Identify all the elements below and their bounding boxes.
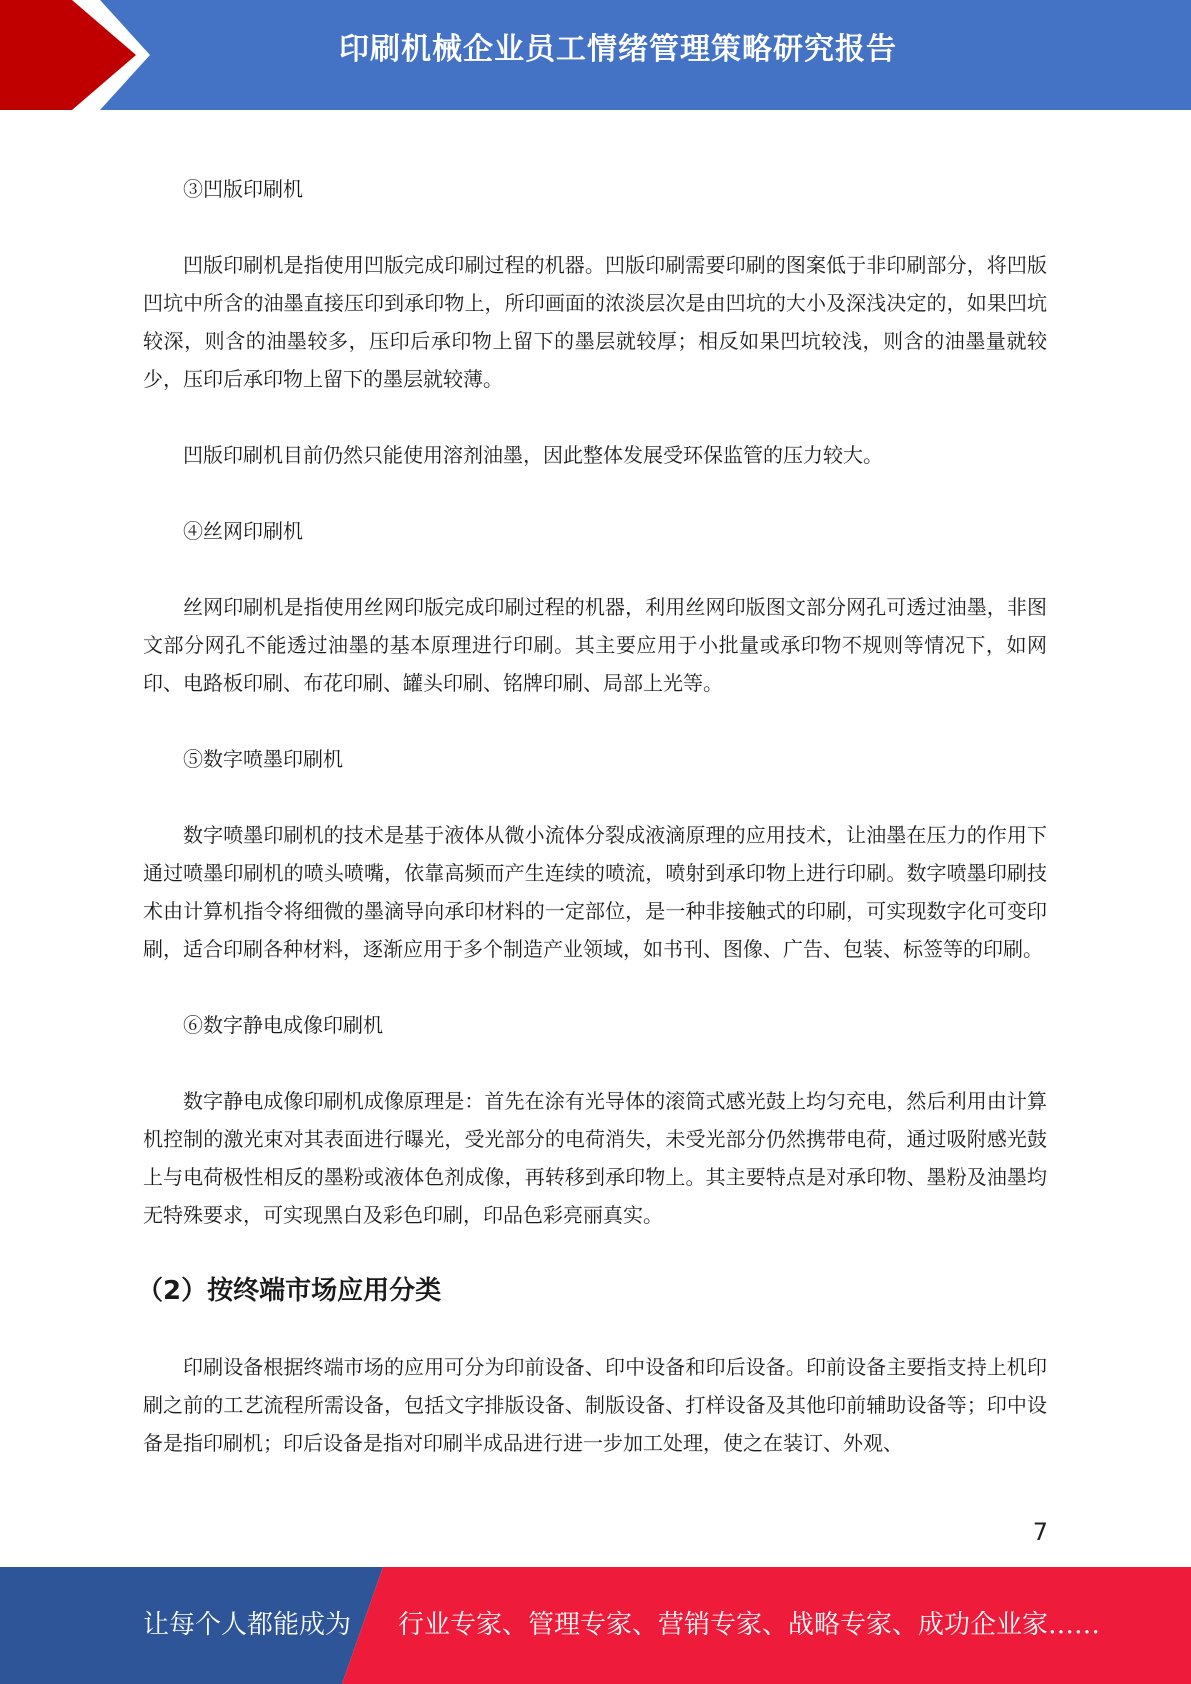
paragraph-inkjet-description: 数字喷墨印刷机的技术是基于液体从微小流体分裂成液滴原理的应用技术，让油墨在压力的作用下通过喷墨印刷机的喷头喷嘴，依靠高频而产生连续的喷流，喷射到承印物上进行印刷。数字喷墨印刷技术由计算机指令将细微的墨滴导向承印材料的一定部位，是一种非接触式的印刷，可实现数字化可变印刷，适合印刷各种材料，逐渐应用于多个制造产业领域，如书刊、图像、广告、包装、标签等的印刷。 bbox=[143, 823, 1047, 961]
footer-slogan-left: 让每个人都能成为 bbox=[143, 1610, 352, 1640]
page-header bbox=[0, 0, 1191, 110]
footer-slogan-right: 行业专家、管理专家、营销专家、战略专家、成功企业家…… bbox=[398, 1610, 1101, 1640]
item-title-gravure: ③凹版印刷机 bbox=[183, 177, 303, 201]
page-number: 7 bbox=[1032, 1518, 1048, 1546]
header-title: 印刷机械企业员工情绪管理策略研究报告 bbox=[339, 32, 897, 67]
page-footer bbox=[0, 1567, 1191, 1684]
paragraph-screen-description: 丝网印刷机是指使用丝网印版完成印刷过程的机器，利用丝网印版图文部分网孔可透过油墨，非图文部分网孔不能透过油墨的基本原理进行印刷。其主要应用于小批量或承印物不规则等情况下，如网印、电路板印刷、布花印刷、罐头印刷、铭牌印刷、局部上光等。 bbox=[143, 595, 1047, 695]
paragraph-gravure-note: 凹版印刷机目前仍然只能使用溶剂油墨，因此整体发展受环保监管的压力较大。 bbox=[183, 443, 883, 467]
document-body bbox=[137, 170, 1047, 1462]
paragraph-gravure-description: 凹版印刷机是指使用凹版完成印刷过程的机器。凹版印刷需要印刷的图案低于非印刷部分，将凹版凹坑中所含的油墨直接压印到承印物上，所印画面的浓淡层次是由凹坑的大小及深浅决定的，如果凹坑较深，则含的油墨较多，压印后承印物上留下的墨层就较厚；相反如果凹坑较浅，则含的油墨量就较少，压印后承印物上留下的墨层就较薄。 bbox=[143, 253, 1047, 391]
item-title-inkjet: ⑤数字喷墨印刷机 bbox=[183, 747, 343, 771]
item-title-electrostatic: ⑥数字静电成像印刷机 bbox=[183, 1013, 383, 1037]
paragraph-market-classification: 印刷设备根据终端市场的应用可分为印前设备、印中设备和印后设备。印前设备主要指支持上机印刷之前的工艺流程所需设备，包括文字排版设备、制版设备、打样设备及其他印前辅助设备等；印中设备是指印刷机；印后设备是指对印刷半成品进行进一步加工处理，使之在装订、外观、 bbox=[143, 1355, 1047, 1455]
section-heading-market: （2）按终端市场应用分类 bbox=[137, 1276, 442, 1306]
item-title-screen: ④丝网印刷机 bbox=[183, 519, 303, 543]
paragraph-electrostatic-description: 数字静电成像印刷机成像原理是：首先在涂有光导体的滚筒式感光鼓上均匀充电，然后利用由计算机控制的激光束对其表面进行曝光，受光部分的电荷消失，未受光部分仍然携带电荷，通过吸附感光鼓上与电荷极性相反的墨粉或液体色剂成像，再转移到承印物上。其主要特点是对承印物、墨粉及油墨均无特殊要求，可实现黑白及彩色印刷，印品色彩亮丽真实。 bbox=[143, 1089, 1047, 1227]
